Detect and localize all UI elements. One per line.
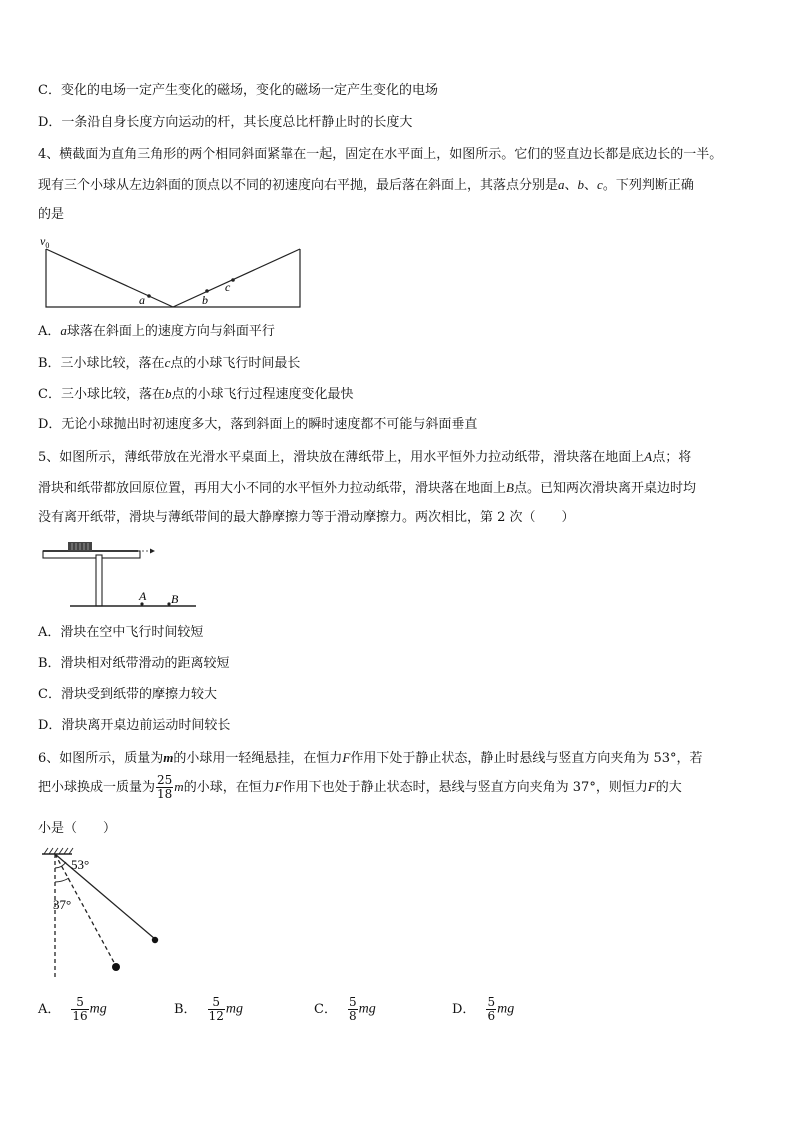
q6-figure-pendulum [38,846,168,978]
q4-figure-double-incline [36,232,306,312]
q4-stem-line3: 的是 [38,207,65,222]
mass-fraction: $\frac{25}{18}$ [157,773,173,801]
q4-option-a: A．a球落在斜面上的速度方向与斜面平行 [38,323,275,339]
q5-option-b: B．滑块相对纸带滑动的距离较短 [38,656,230,671]
q4-stem-line2: 现有三个小球从左边斜面的顶点以不同的初速度向右平抛，最后落在斜面上，其落点分别是a、b、c。下列判断正确 [38,177,694,193]
q6-stem-line3: 小是（ ） [38,821,117,836]
q4-stem-line1: 4、横截面为直角三角形的两个相同斜面紧靠在一起，固定在水平面上，如图所示。它们的竖直边长都是底边长的一半。 [38,147,723,162]
q3-option-d: D．一条沿自身长度方向运动的杆，其长度总比杆静止时的长度大 [38,115,413,130]
q5-stem-line1: 5、如图所示，薄纸带放在光滑水平桌面上，滑块放在薄纸带上，用水平恒外力拉动纸带，滑块落在地面上A点；将 [38,449,692,465]
point-a-label: a [139,293,145,307]
v0-label: $v_0$ [40,234,50,250]
point-A-label: A [139,589,147,603]
point-B-label: B [171,592,179,606]
q5-option-d: D．滑块离开桌边前运动时间较长 [38,718,231,733]
q4-option-d: D．无论小球抛出时初速度多大，落到斜面上的瞬时速度都不可能与斜面垂直 [38,417,478,432]
q4-option-b: B．三小球比较，落在c点的小球飞行时间最长 [38,355,301,371]
point-b-label: b [202,293,208,307]
q5-stem-line2: 滑块和纸带都放回原位置，再用大小不同的水平恒外力拉动纸带，滑块落在地面上B点。已知两次滑块离开桌边时均 [38,480,696,496]
q6-stem-line1: 6、如图所示，质量为m的小球用一轻绳悬挂，在恒力F作用下处于静止状态，静止时悬线与竖直方向夹角为 53°，若 [38,750,703,766]
q5-figure-table [38,536,198,612]
q4-option-c: C．三小球比较，落在b点的小球飞行过程速度变化最快 [38,386,354,402]
q5-option-a: A．滑块在空中飞行时间较短 [38,625,204,640]
q3-option-c: C．变化的电场一定产生变化的磁场，变化的磁场一定产生变化的电场 [38,83,438,98]
angle-53-label: 53° [71,857,90,872]
q5-stem-line3: 没有离开纸带，滑块与薄纸带间的最大静摩擦力等于滑动摩擦力。两次相比，第 2 次（ ） [38,510,575,525]
point-c-label: c [225,280,231,294]
angle-37-label: 37° [53,897,72,912]
q5-option-c: C．滑块受到纸带的摩擦力较大 [38,687,217,702]
q6-choice-a: A． $\frac{5}{16}$ mg [38,995,107,1023]
q6-stem-line2: 把小球换成一质量为 $\frac{25}{18}$ m的小球，在恒力F作用下也处于静止状态时，悬线与竖直方向夹角为 37°，则恒力F的大 [38,773,682,801]
q6-choice-d: D． $\frac{5}{6}$ mg [452,995,515,1023]
q6-choice-c: C． $\frac{5}{8}$ mg [314,995,376,1023]
q6-choice-b: B． $\frac{5}{12}$ mg [174,995,243,1023]
